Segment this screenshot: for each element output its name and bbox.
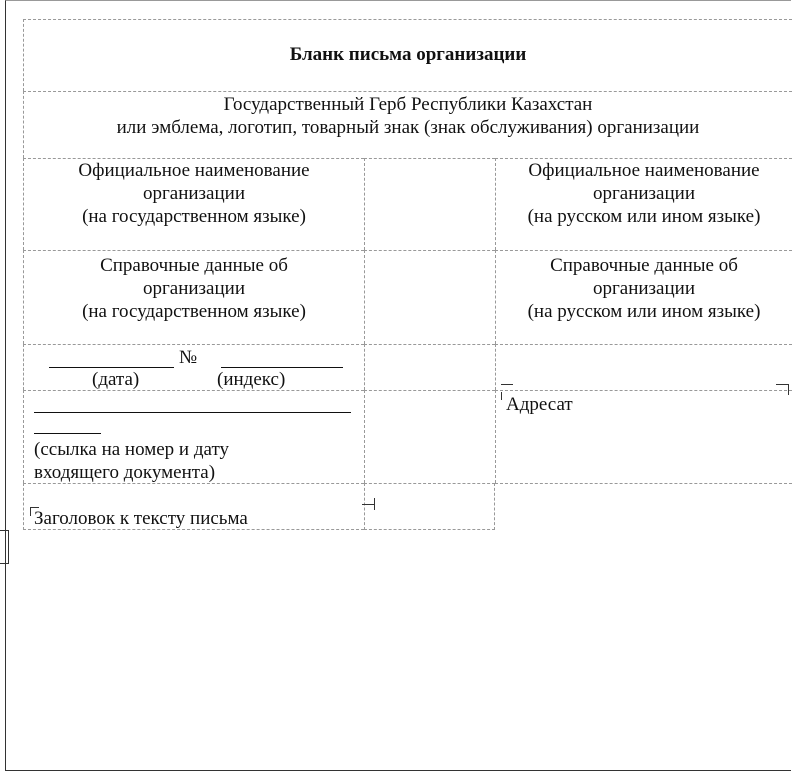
ref-gap-cell: [364, 250, 495, 344]
emblem-line-2: или эмблема, логотип, товарный знак (знак обслуживания) организации: [116, 117, 700, 138]
reference-gap-cell: [364, 390, 495, 483]
date-index-cell: [23, 344, 364, 390]
ref-state-cell: [23, 250, 364, 344]
number-sign: №: [179, 347, 198, 368]
name-ru-line-2: организации: [592, 183, 695, 204]
heading-label: Заголовок к тексту письма: [34, 508, 248, 529]
name-ru-line-1: Официальное наименование: [528, 160, 760, 181]
emblem-cell: [23, 91, 792, 158]
ref-state-line-3: (на государственном языке): [82, 301, 306, 322]
reference-line-1: (ссылка на номер и дату: [34, 439, 230, 460]
ref-state-line-1: Справочные данные об: [100, 255, 288, 276]
ref-ru-line-1: Справочные данные об: [550, 255, 738, 276]
reference-underline-2: [34, 433, 101, 434]
addressee-corner-right: [776, 384, 789, 395]
addressee-label: Адресат: [506, 394, 573, 415]
name-ru-line-3: (на русском или ином языке): [527, 206, 761, 227]
heading-corner-right-tick: [374, 498, 375, 510]
date-right-cell: [495, 344, 792, 390]
left-margin-bracket: [0, 530, 9, 564]
page-title: Бланк письма организации: [289, 44, 527, 65]
heading-right-cell: [495, 483, 792, 530]
addressee-corner-left: [501, 384, 513, 385]
reference-cell: [23, 390, 364, 483]
ref-state-line-2: организации: [142, 278, 245, 299]
emblem-line-1: Государственный Герб Республики Казахстан: [223, 94, 593, 115]
name-state-cell: [23, 158, 364, 250]
ref-ru-line-3: (на русском или ином языке): [527, 301, 761, 322]
date-gap-cell: [364, 344, 495, 390]
heading-corner-left: [30, 507, 39, 516]
name-state-line-1: Официальное наименование: [78, 160, 310, 181]
index-label: (индекс): [217, 369, 286, 390]
ref-ru-cell: [495, 250, 792, 344]
name-gap-cell: [364, 158, 495, 250]
date-label: (дата): [92, 369, 140, 390]
reference-line-2: входящего документа): [34, 462, 216, 483]
ref-ru-line-2: организации: [592, 278, 695, 299]
letterhead-page: [5, 0, 791, 771]
name-ru-cell: [495, 158, 792, 250]
addressee-corner-left-tick: [501, 392, 502, 400]
heading-cell: [23, 483, 364, 530]
heading-corner-right: [362, 504, 374, 505]
title-cell: [23, 19, 792, 91]
name-state-line-2: организации: [142, 183, 245, 204]
addressee-cell: [495, 390, 792, 483]
reference-underline-1: [34, 412, 351, 413]
heading-gap-cell: [364, 483, 495, 530]
name-state-line-3: (на государственном языке): [82, 206, 306, 227]
